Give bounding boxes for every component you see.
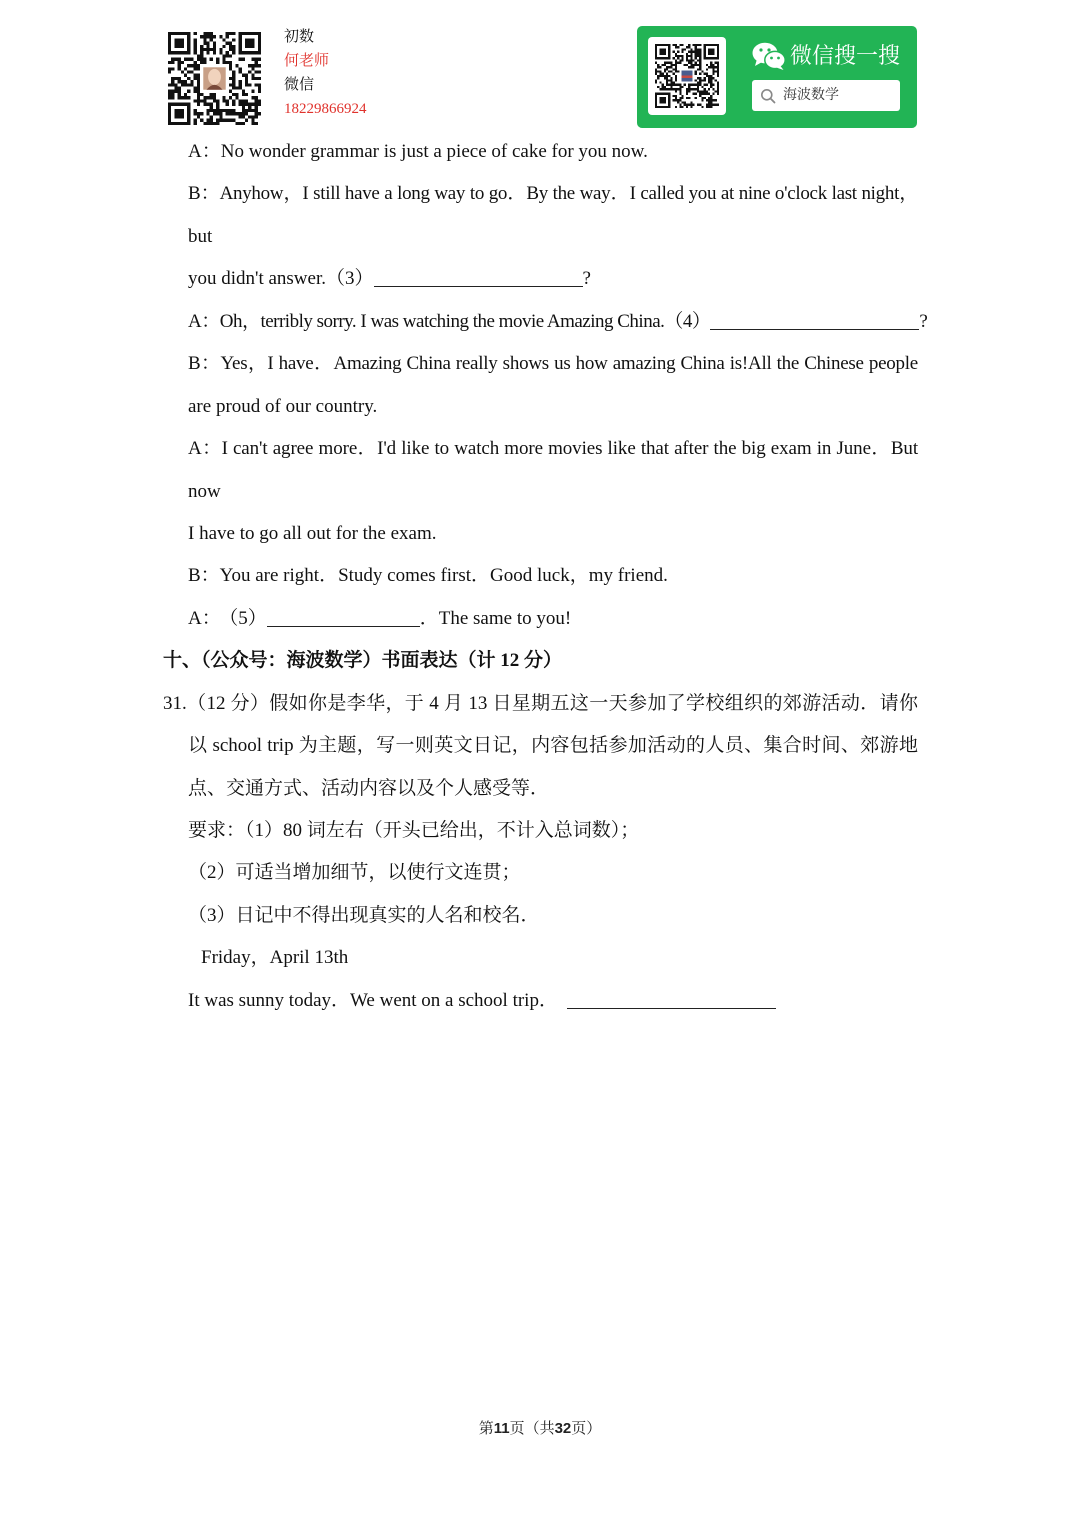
contact-phone: 18229866924 <box>284 101 367 117</box>
dialogue-line-9: now <box>188 480 221 502</box>
dialogue-line-12 <box>163 598 918 640</box>
diary-opening <box>163 980 918 1022</box>
teacher-contact <box>284 25 414 121</box>
writing-blank <box>567 1008 776 1009</box>
page-footer <box>0 1418 1080 1440</box>
teacher-qr-code <box>168 32 261 125</box>
requirement-1: 要求：（1）80 词左右（开头已给出，不计入总词数）； <box>188 820 640 841</box>
speaker-label: A： <box>188 607 221 629</box>
dialogue-line-4 <box>163 258 918 300</box>
dialogue-line-5-text: A：Oh，terribly sorry. I was watching the movie Amazing China.（4） <box>188 310 711 332</box>
contact-wechat-label: 微信 <box>284 77 315 93</box>
search-icon <box>760 88 776 104</box>
badge-qr-code <box>648 37 726 115</box>
footer-suffix: 页） <box>571 1421 602 1437</box>
dialogue-line-8: A：I can't agree more．I'd like to watch more movies like that after the big exam in June．But <box>188 438 918 460</box>
blank-label-5: （5） <box>228 607 267 629</box>
dialogue-line-11: B：You are right．Study comes first．Good luck，my friend. <box>188 565 668 587</box>
diary-date: Friday，April 13th <box>201 947 349 969</box>
dialogue-line-4-text: you didn't answer.（3） <box>188 268 374 290</box>
dialogue-line-2: B：Anyhow，I still have a long way to go．By the way．I called you at nine o'clock last night， <box>188 183 918 205</box>
answer-blank-5 <box>267 626 420 627</box>
contact-teacher-name: 何老师 <box>284 53 330 69</box>
section-heading: 十、（公众号：海波数学）书面表达（计 12 分） <box>163 650 563 672</box>
exam-content <box>163 131 928 1022</box>
qr-center-photo <box>202 66 228 92</box>
badge-search-text: 海波数学 <box>783 87 839 103</box>
wechat-search-badge <box>637 26 917 128</box>
dialogue-line-4-end: ? <box>582 268 591 290</box>
requirement-2: （2）可适当增加细节，以使行文连贯； <box>188 862 521 884</box>
badge-qr-image <box>655 44 719 108</box>
page-total: 32 <box>554 1420 572 1437</box>
contact-subject: 初数 <box>284 29 315 45</box>
badge-qr-center-image <box>680 69 693 82</box>
dialogue-line-6: B：Yes，I have．Amazing China really shows us how amazing China is!All the Chinese people <box>188 353 918 375</box>
requirement-3: （3）日记中不得出现真实的人名和校名． <box>188 904 540 926</box>
answer-blank-4 <box>710 329 919 330</box>
footer-middle: 页（共 <box>509 1421 555 1437</box>
dialogue-line-7: are proud of our country. <box>188 395 378 417</box>
badge-title: 微信搜一搜 <box>790 44 901 69</box>
badge-search-box <box>752 80 900 111</box>
dialogue-line-5-end: ? <box>919 310 928 332</box>
question-31-line-2: 以 school trip 为主题，写一则英文日记，内容包括参加活动的人员、集合时间、郊游地 <box>188 735 918 757</box>
question-31-line-3: 点、交通方式、活动内容以及个人感受等． <box>188 777 550 799</box>
dialogue-line-5 <box>163 301 928 343</box>
dialogue-line-3: but <box>188 225 213 247</box>
question-31-line-1: 31.（12 分）假如你是李华，于 4 月 13 日星期五这一天参加了学校组织的郊游活动．请你 <box>163 692 918 714</box>
dialogue-line-10: I have to go all out for the exam. <box>188 522 437 544</box>
dialogue-line-12-end: ．The same to you! <box>419 607 572 629</box>
footer-prefix: 第 <box>478 1421 494 1437</box>
answer-blank-3 <box>374 286 583 287</box>
page-number: 11 <box>493 1420 510 1437</box>
diary-opening-text: It was sunny today．We went on a school trip． <box>188 989 558 1011</box>
dialogue-line-1: A：No wonder grammar is just a piece of cake for you now. <box>188 141 648 162</box>
wechat-logo-icon <box>752 42 786 70</box>
